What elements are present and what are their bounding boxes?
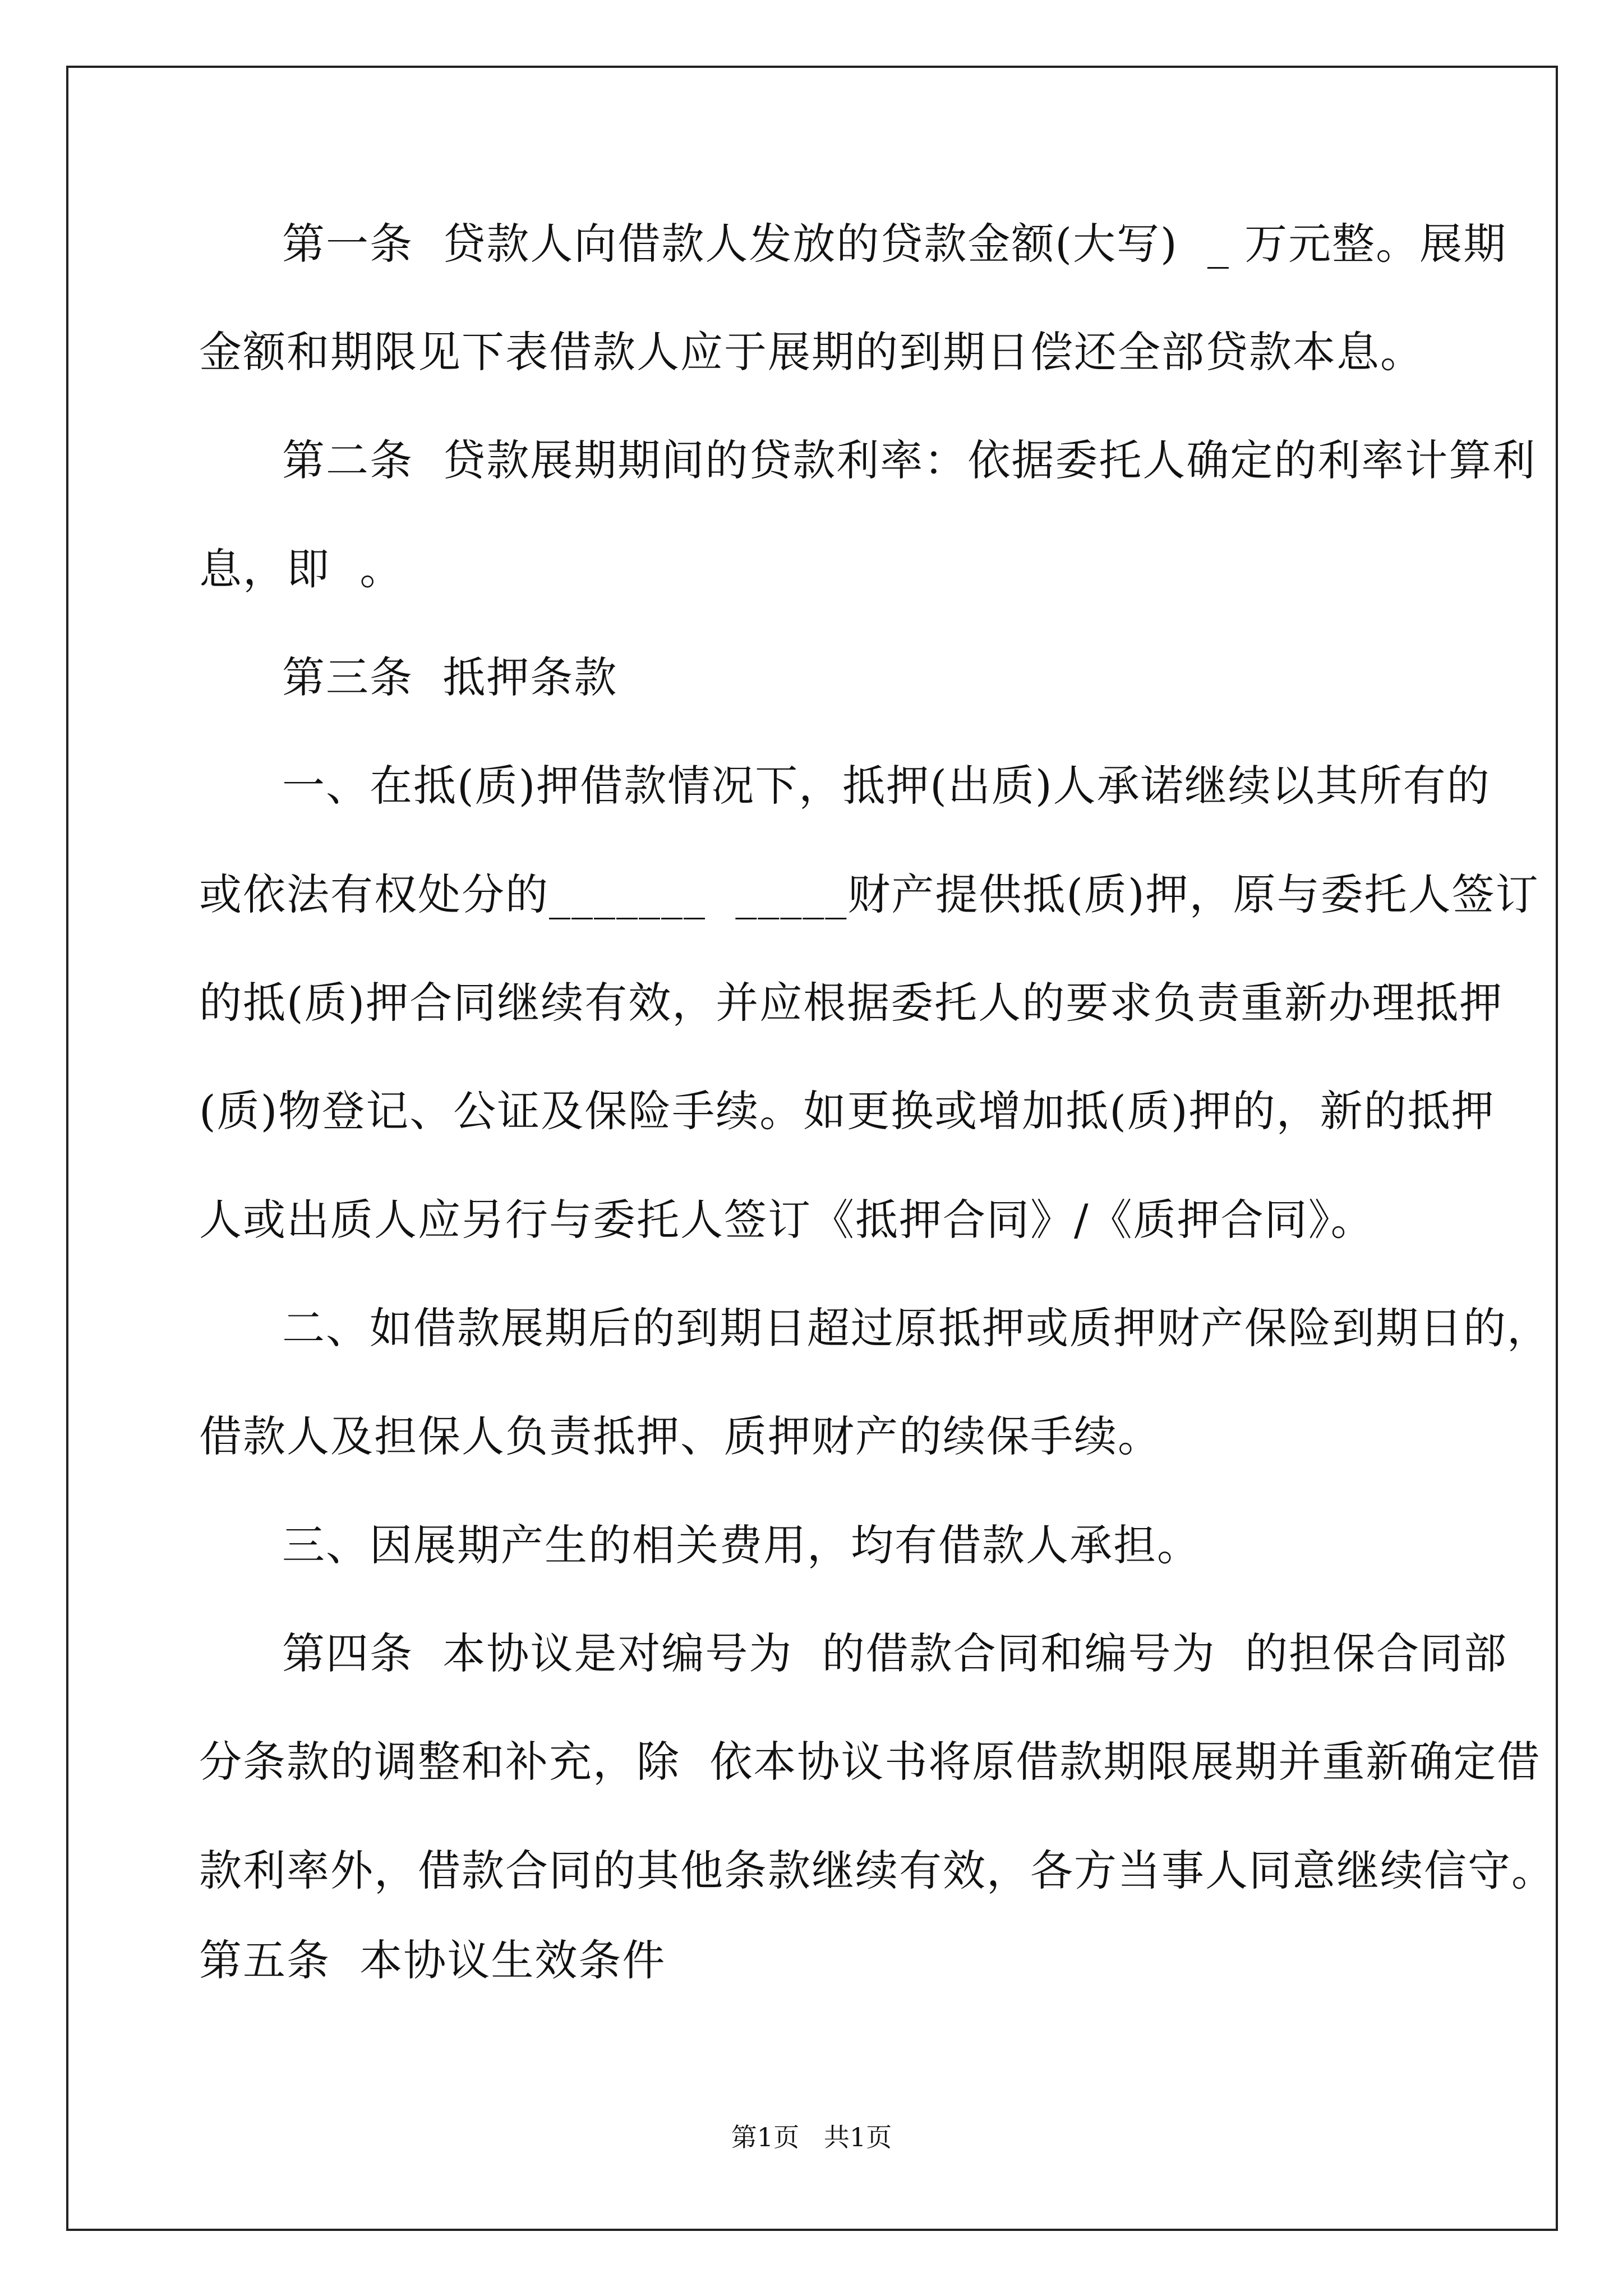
article-3-heading: 第三条 抵押条款 xyxy=(282,652,618,702)
article-4-line-1: 第四条 本协议是对编号为 的借款合同和编号为 的担保合同部 xyxy=(282,1628,1507,1678)
article-2-line-1: 第二条 贷款展期期间的贷款利率：依据委托人确定的利率计算利 xyxy=(282,435,1537,485)
article-1-line-2: 金额和期限见下表借款人应于展期的到期日偿还全部贷款本息。 xyxy=(199,327,1424,377)
page-number-footer: 第1页 共1页 xyxy=(731,2122,892,2152)
clause-1-line-5: 人或出质人应另行与委托人签订《抵押合同》/《质押合同》。 xyxy=(199,1195,1375,1245)
page-border xyxy=(66,66,1558,2231)
clause-1-line-2: 或依法有权处分的_______ _____财产提供抵(质)押，原与委托人签订 xyxy=(199,869,1539,919)
article-5-heading: 第五条 本协议生效条件 xyxy=(199,1935,666,1985)
article-1-line-1: 第一条 贷款人向借款人发放的贷款金额(大写) _ 万元整。展期 xyxy=(282,219,1507,269)
article-2-line-2: 息，即 。 xyxy=(199,544,404,594)
article-4-line-3: 款利率外，借款合同的其他条款继续有效，各方当事人同意继续信守。 xyxy=(199,1846,1555,1895)
clause-3-line-1: 三、因展期产生的相关费用，均有借款人承担。 xyxy=(282,1520,1201,1570)
article-4-line-2: 分条款的调整和补充，除 依本协议书将原借款期限展期并重新确定借 xyxy=(199,1737,1541,1787)
clause-1-line-4: (质)物登记、公证及保险手续。如更换或增加抵(质)押的，新的抵押 xyxy=(199,1086,1495,1136)
clause-2-line-2: 借款人及担保人负责抵押、质押财产的续保手续。 xyxy=(199,1411,1161,1461)
clause-1-line-3: 的抵(质)押合同继续有效，并应根据委托人的要求负责重新办理抵押 xyxy=(199,978,1504,1028)
clause-2-line-1: 二、如借款展期后的到期日超过原抵押或质押财产保险到期日的， xyxy=(282,1303,1551,1353)
clause-1-line-1: 一、在抵(质)押借款情况下，抵押(出质)人承诺继续以其所有的 xyxy=(282,761,1491,811)
